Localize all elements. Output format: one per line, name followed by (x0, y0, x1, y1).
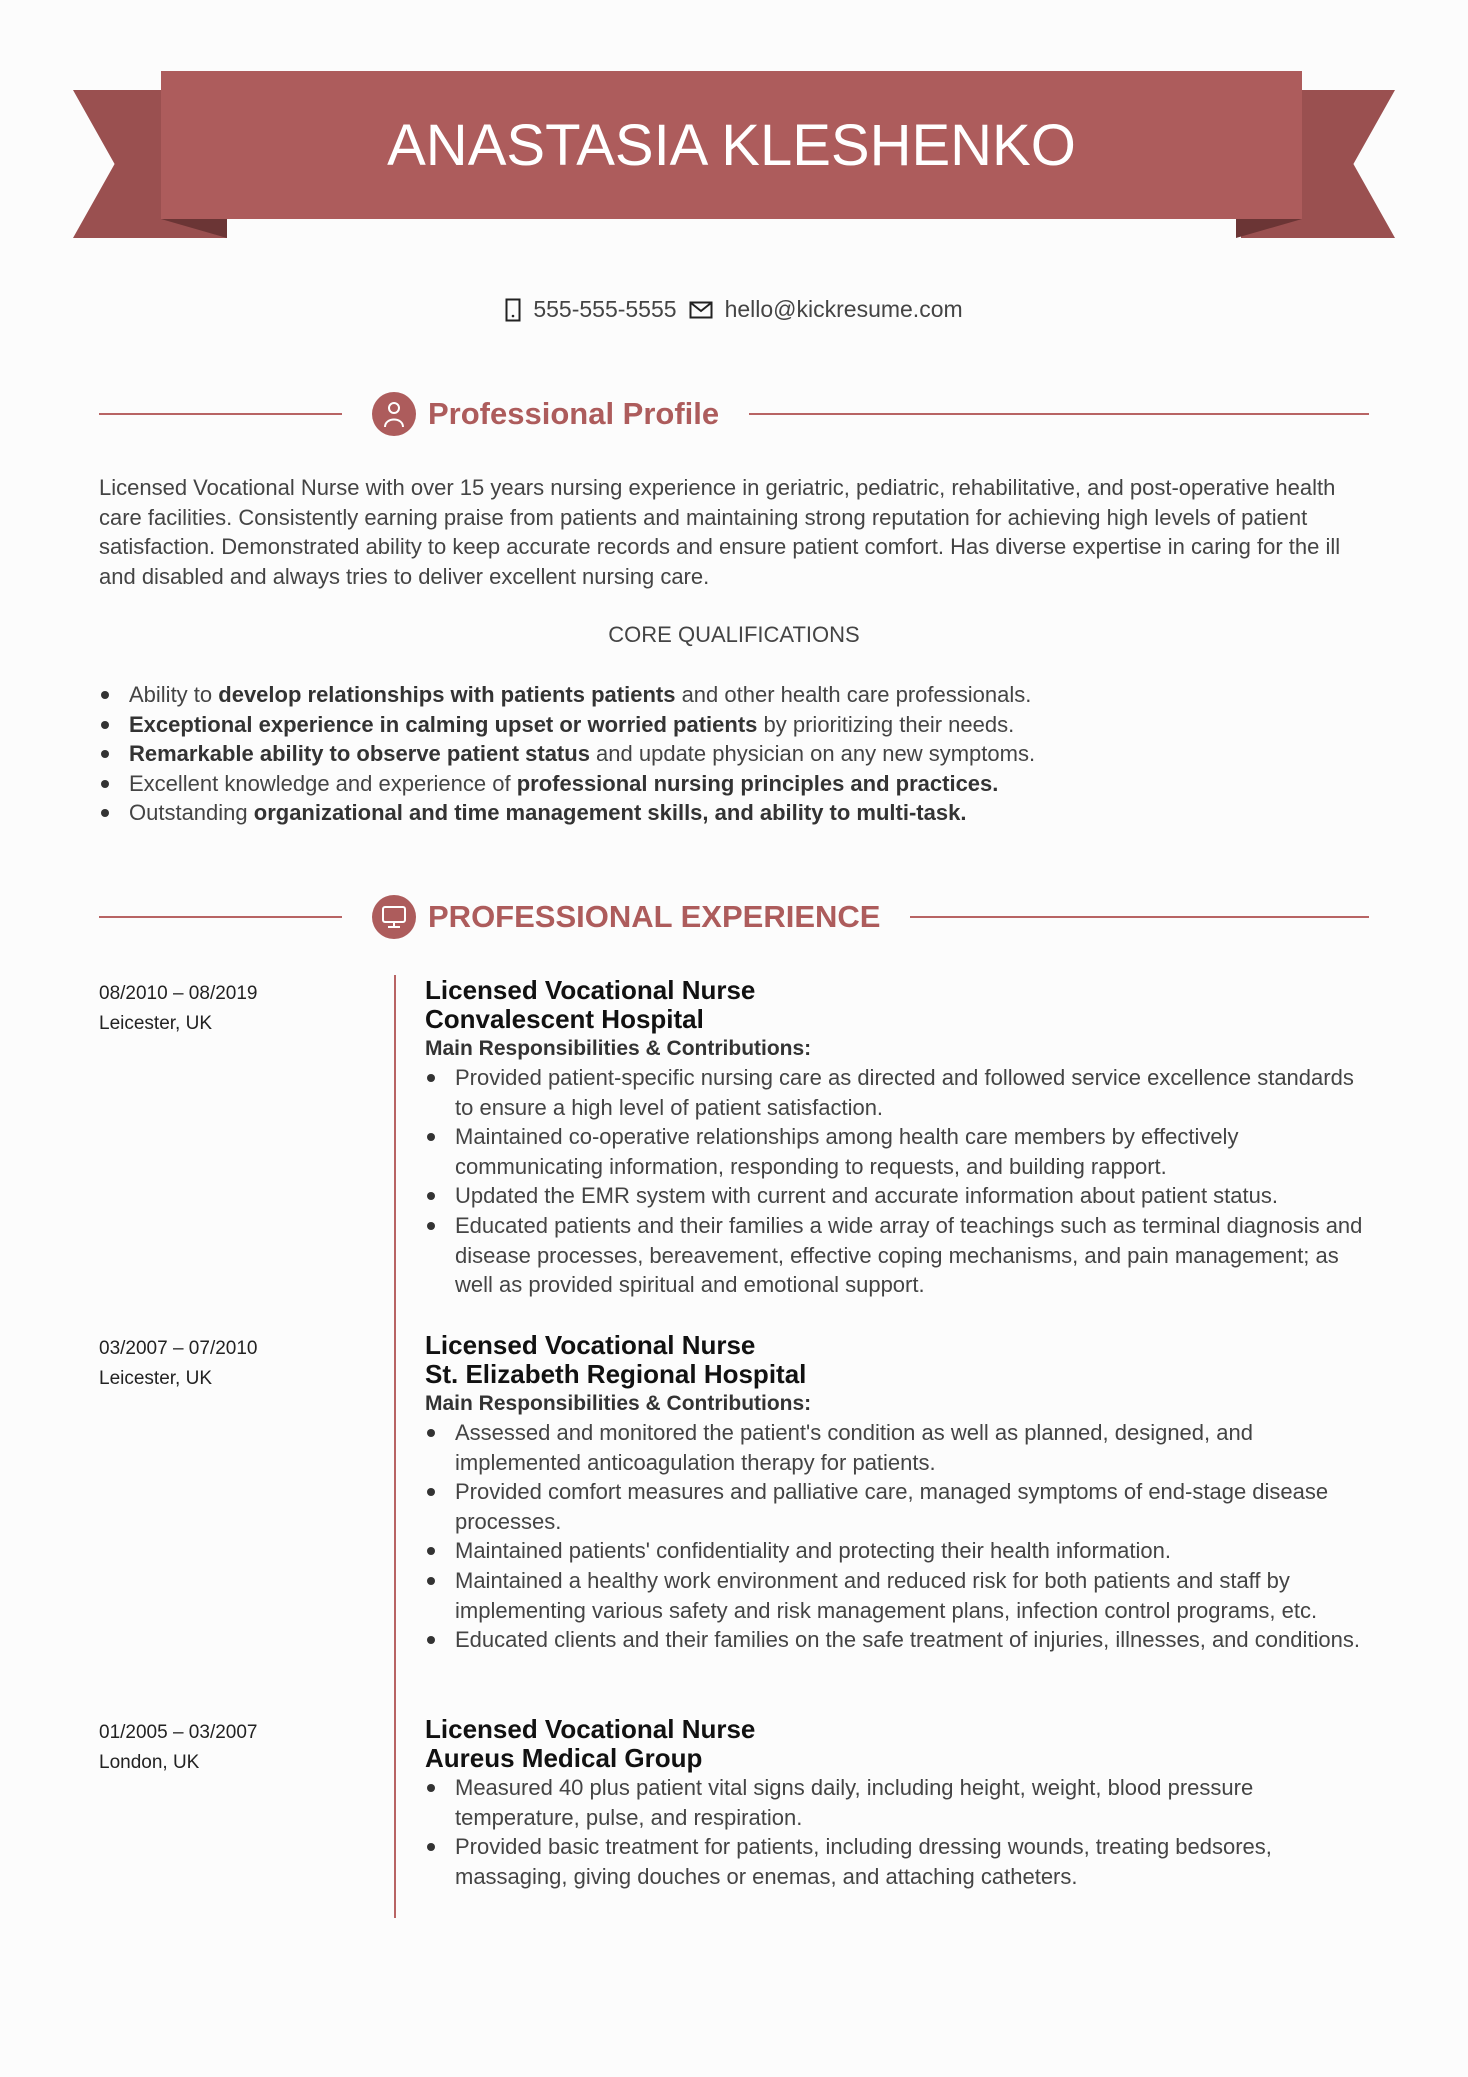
divider (99, 413, 342, 415)
job-location: Leicester, UK (99, 1013, 212, 1034)
qualification-bold: professional nursing principles and practices. (516, 770, 999, 796)
core-qualifications-heading: CORE QUALIFICATIONS (608, 622, 860, 647)
person-icon (372, 392, 416, 436)
divider (910, 916, 1369, 918)
qualification-post: by prioritizing their needs. (757, 711, 1015, 737)
job-bullets (425, 1773, 1365, 1891)
job-meta (99, 979, 258, 1039)
email-icon (689, 301, 713, 319)
job-bullet: Updated the EMR system with current and accurate information about patient status. (425, 1181, 1365, 1211)
job-bullets (425, 1063, 1365, 1300)
job-dates: 01/2005 – 03/2007 (99, 1722, 258, 1743)
divider (749, 413, 1369, 415)
section-title: Professional Profile (428, 396, 720, 431)
job-entry (99, 976, 1369, 1300)
job-employer: Convalescent Hospital (425, 1004, 704, 1034)
qualification-post: and other health care professionals. (675, 682, 1032, 707)
job-bullet: Educated patients and their families a wide array of teachings such as terminal diagnosis and disease processes, bereavement, effective coping mechanisms, and pain management; as well as provided spiritual and emotional support. (425, 1211, 1365, 1300)
job-bullet: Provided basic treatment for patients, including dressing wounds, treating bedsores, massaging, giving douches or enemas, and attaching catheters. (425, 1832, 1365, 1891)
job-title: Licensed Vocational Nurse (425, 975, 756, 1005)
qualification-bold: develop relationships with patients patients (218, 682, 676, 707)
divider (99, 916, 342, 918)
job-bullet: Provided comfort measures and palliative care, managed symptoms of end-stage disease processes. (425, 1477, 1365, 1536)
phone: 555-555-5555 (533, 296, 677, 322)
contact-line (0, 296, 1468, 323)
qualification-bold: Exceptional experience in calming upset or worried patients (129, 711, 758, 737)
qualification-pre: Excellent knowledge and experience of (129, 770, 517, 796)
job-bullet: Measured 40 plus patient vital signs daily, including height, weight, blood pressure temperature, pulse, and respiration. (425, 1773, 1365, 1832)
job-title: Licensed Vocational Nurse (425, 1714, 756, 1744)
email: hello@kickresume.com (724, 296, 963, 322)
job-employer: St. Elizabeth Regional Hospital (425, 1359, 807, 1389)
job-meta (99, 1334, 258, 1394)
job-bullet: Provided patient-specific nursing care as directed and followed service excellence standards to ensure a high level of patient satisfaction. (425, 1063, 1365, 1122)
qualification-item (99, 680, 1371, 710)
job-dates: 03/2007 – 07/2010 (99, 1338, 258, 1359)
job-employer: Aureus Medical Group (425, 1743, 703, 1773)
qualification-item (99, 739, 1371, 769)
job-bullet: Assessed and monitored the patient's condition as well as planned, designed, and implemented anticoagulation therapy for patients. (425, 1418, 1365, 1477)
job-meta (99, 1718, 258, 1778)
job-entry (99, 1715, 1369, 1891)
job-subheading: Main Responsibilities & Contributions: (425, 1392, 812, 1415)
job-title: Licensed Vocational Nurse (425, 1330, 756, 1360)
job-bullet: Maintained co-operative relationships among health care members by effectively communicating information, responding to requests, and building rapport. (425, 1122, 1365, 1181)
job-bullets (425, 1418, 1365, 1655)
qualification-item (99, 769, 1371, 799)
job-location: Leicester, UK (99, 1368, 212, 1389)
qualifications-list (99, 680, 1371, 828)
job-entry (99, 1331, 1369, 1655)
job-subheading: Main Responsibilities & Contributions: (425, 1037, 812, 1060)
qualification-bold: Remarkable ability to observe patient status (129, 741, 590, 766)
section-title: PROFESSIONAL EXPERIENCE (428, 899, 881, 934)
job-bullet: Maintained patients' confidentiality and protecting their health information. (425, 1536, 1365, 1566)
qualification-post: and update physician on any new symptoms. (589, 741, 1036, 766)
qualification-pre: Ability to (129, 682, 219, 707)
experience-section-header (99, 894, 1369, 940)
qualification-item (99, 798, 1371, 828)
job-bullet: Educated clients and their families on the safe treatment of injuries, illnesses, and conditions. (425, 1625, 1365, 1655)
job-bullet: Maintained a healthy work environment and reduced risk for both patients and staff by implementing various safety and risk management plans, infection control programs, etc. (425, 1566, 1365, 1625)
job-dates: 08/2010 – 08/2019 (99, 983, 258, 1004)
profile-section-header (99, 391, 1369, 437)
qualification-pre: Outstanding (129, 800, 254, 825)
profile-summary: Licensed Vocational Nurse with over 15 years nursing experience in geriatric, pediatric, rehabilitative, and post-operative health care facilities. Consistently earning praise from patients and maintaining strong reputation for achieving high levels of patient satisfaction. Demonstrated ability to keep accurate records and ensure patient comfort. Has diverse expertise in caring for the ill and disabled and always tries to deliver excellent nursing care. (99, 475, 1341, 590)
phone-icon (505, 298, 521, 322)
qualification-bold: organizational and time management skills, and ability to multi-task. (253, 800, 967, 825)
name-banner (161, 71, 1302, 219)
monitor-icon (372, 895, 416, 939)
job-location: London, UK (99, 1752, 200, 1773)
candidate-name: ANASTASIA KLESHENKO (387, 112, 1076, 178)
qualification-item (99, 710, 1371, 740)
